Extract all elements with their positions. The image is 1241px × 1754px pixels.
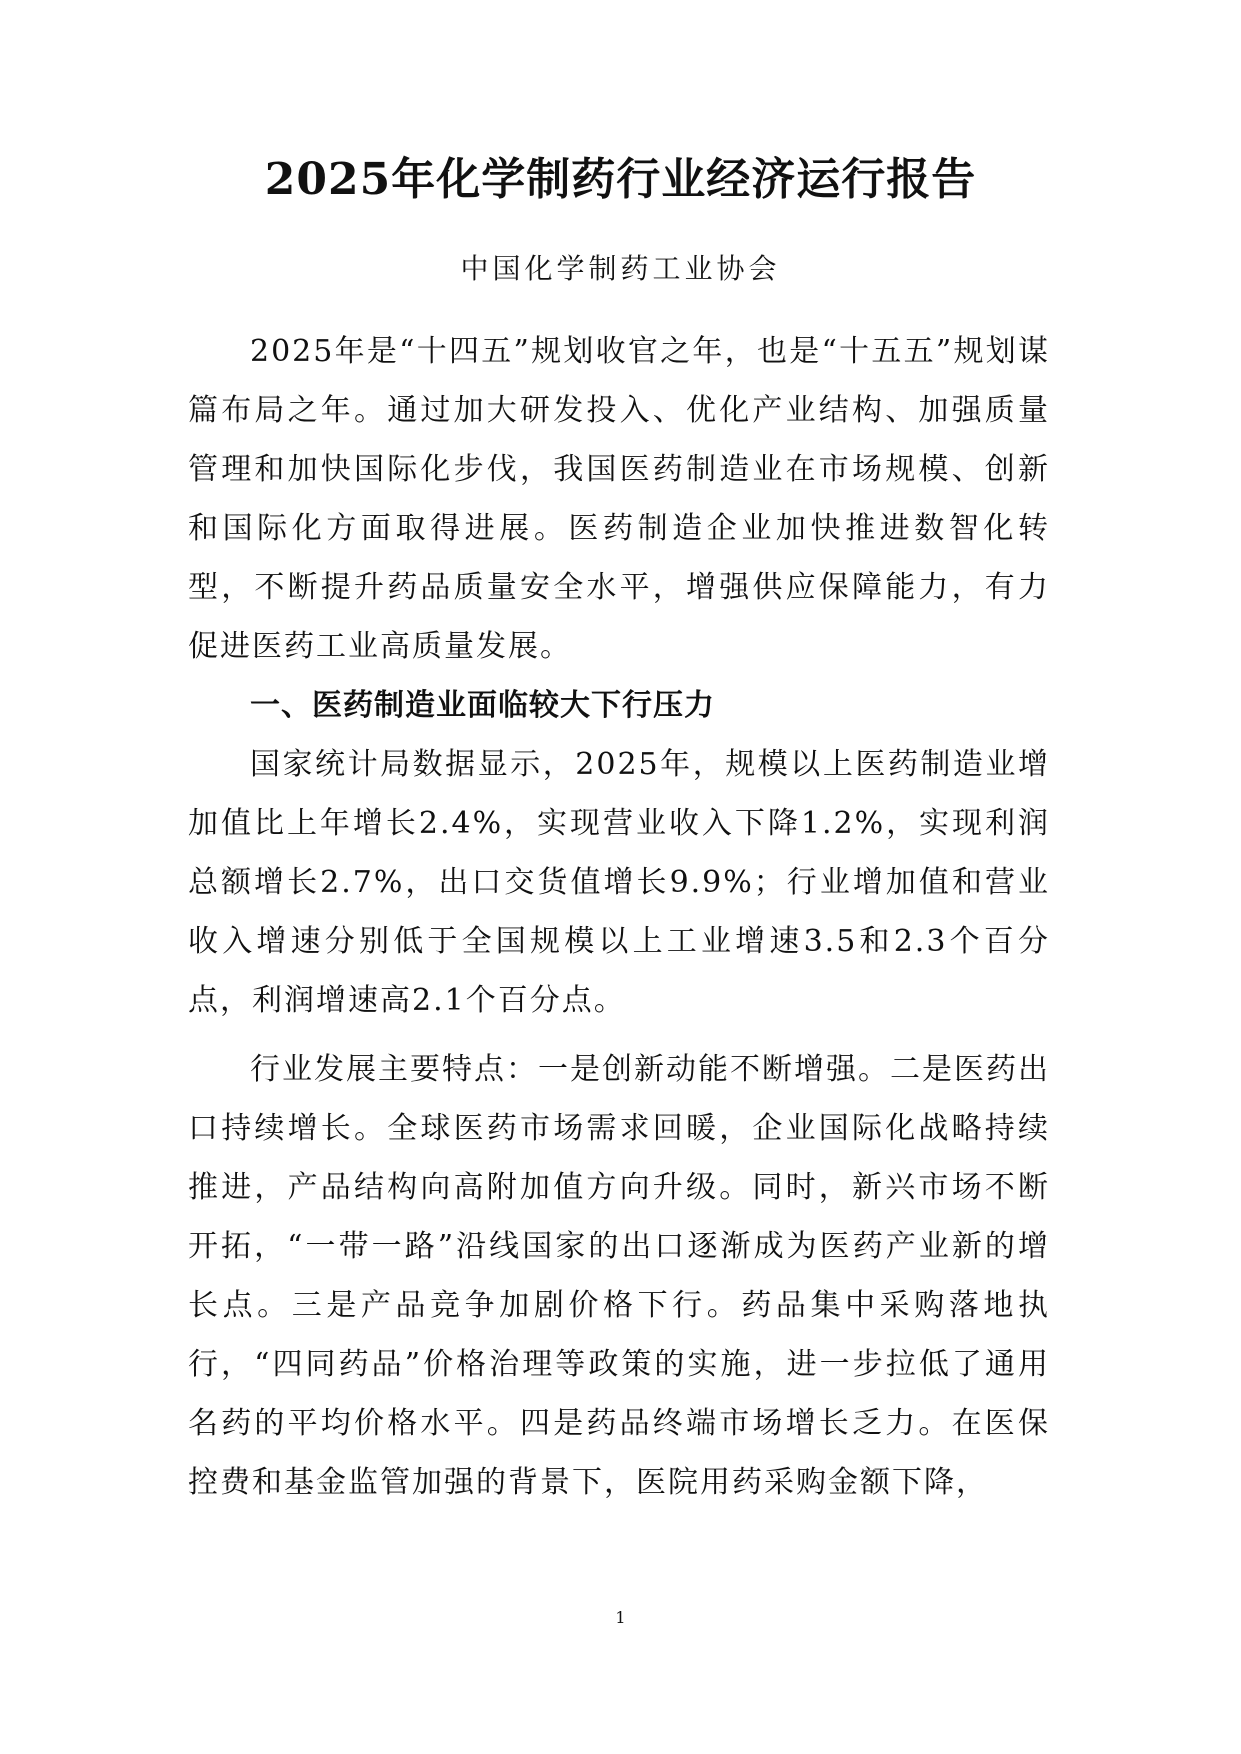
intro-paragraph: 2025年是“十四五”规划收官之年，也是“十五五”规划谋篇布局之年。通过加大研发投入、优化产业结构、加强质量管理和加快国际化步伐，我国医药制造业在市场规模、创新和国际化方面取得进展。医药制造企业加快推进数智化转型，不断提升药品质量安全水平，增强供应保障能力，有力促进医药工业高质量发展。	[188, 334, 1050, 664]
document-body	[188, 322, 1050, 1512]
document-title: 2025年化学制药行业经济运行报告	[264, 154, 977, 205]
section-heading: 一、医药制造业面临较大下行压力	[250, 688, 715, 723]
characteristics-paragraph: 行业发展主要特点：一是创新动能不断增强。二是医药出口持续增长。全球医药市场需求回暖，企业国际化战略持续推进，产品结构向高附加值方向升级。同时，新兴市场不断开拓，“一带一路”沿线国家的出口逐渐成为医药产业新的增长点。三是产品竞争加剧价格下行。药品集中采购落地执行，“四同药品”价格治理等政策的实施，进一步拉低了通用名药的平均价格水平。四是药品终端市场增长乏力。在医保控费和基金监管加强的背景下，医院用药采购金额下降，	[188, 1052, 1050, 1500]
page-number: 1	[615, 1608, 626, 1627]
issuing-organization: 中国化学制药工业协会	[460, 252, 781, 285]
statistics-paragraph: 国家统计局数据显示，2025年，规模以上医药制造业增加值比上年增长2.4%，实现营业收入下降1.2%，实现利润总额增长2.7%，出口交货值增长9.9%；行业增加值和营业收入增速分别低于全国规模以上工业增速3.5和2.3个百分点，利润增速高2.1个百分点。	[188, 747, 1050, 1018]
